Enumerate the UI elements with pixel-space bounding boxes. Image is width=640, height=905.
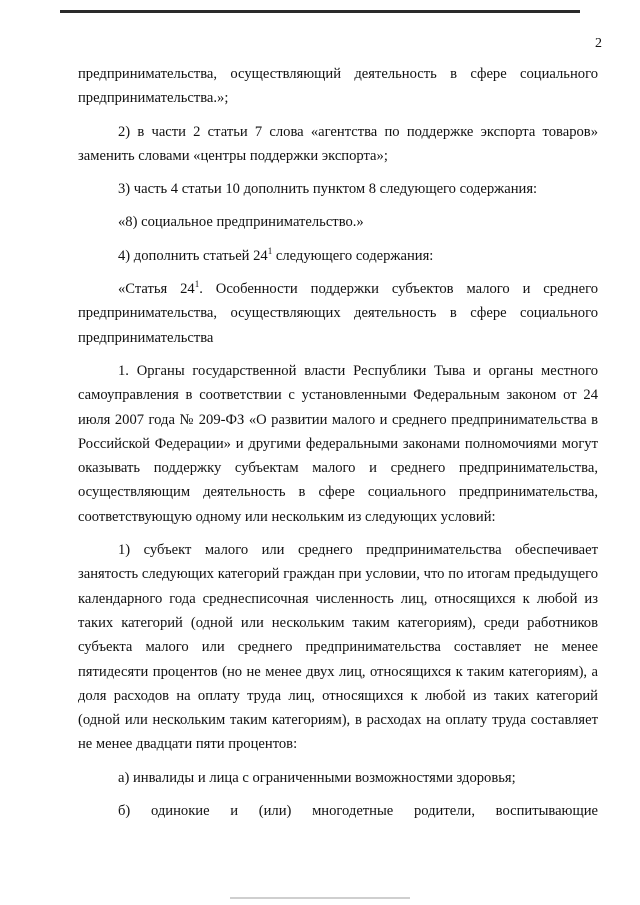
superscript: 1 <box>267 245 273 256</box>
paragraph-8: 1) субъект малого или среднего предпринимательства обеспечивает занятость следующих категорий граждан при условии, что по итогам предыдущего календарного года среднесписочная численность лиц, относящихся к любой из таких категорий (одной или нескольким таким категориям), среди работников субъекта малого или среднего предпринимательства составляет не менее пятидесяти процентов (но не менее двух лиц, относящихся к таким категориям), а доля расходов на оплату труда лиц, относящихся к любой из таких категорий (одной или нескольким таким категориям), в расходах на оплату труда составляет не менее двадцати пяти процентов: <box>78 542 598 753</box>
page-number: 2 <box>595 36 602 51</box>
article-heading-tail: . Особенности поддержки субъектов малого и среднего предпринимательства, осуществляющих деятельность в сфере социального предпринимательства <box>78 281 598 346</box>
paragraph-2: 2) в части 2 статьи 7 слова «агентства по поддержке экспорта товаров» заменить словами «центры поддержки экспорта»; <box>78 123 598 164</box>
document-body <box>78 62 598 823</box>
paragraph-9: а) инвалиды и лица с ограниченными возможностями здоровья; <box>118 769 516 786</box>
paragraph-5 <box>78 244 598 268</box>
top-rule <box>60 10 580 13</box>
paragraph-5-tail: следующего содержания: <box>272 247 434 264</box>
paragraph-4: «8) социальное предпринимательство.» <box>118 214 364 231</box>
paragraph-7: 1. Органы государственной власти Республики Тыва и органы местного самоуправления в соответствии с установленными Федеральным законом от 24 июля 2007 года № 209-ФЗ «О развитии малого и среднего предпринимательства в Российской Федерации» и другими федеральными законами полномочиями могут оказывать поддержку субъектам малого и среднего предпринимательства, осуществляющим деятельность в сфере социального предпринимательства, соответствующую одному или нескольким из следующих условий: <box>78 362 598 525</box>
article-heading-text: «Статья 24 <box>118 281 195 298</box>
paragraph-10: б) одинокие и (или) многодетные родители, воспитывающие <box>118 803 598 820</box>
article-heading <box>78 277 598 350</box>
paragraph-1: предпринимательства, осуществляющий деятельность в сфере социального предпринимательства.»; <box>78 66 598 107</box>
scan-artifact <box>230 897 410 899</box>
paragraph-5-text: 4) дополнить статьей 24 <box>118 247 268 264</box>
paragraph-3: 3) часть 4 статьи 10 дополнить пунктом 8 следующего содержания: <box>118 181 538 198</box>
superscript: 1 <box>194 279 200 290</box>
